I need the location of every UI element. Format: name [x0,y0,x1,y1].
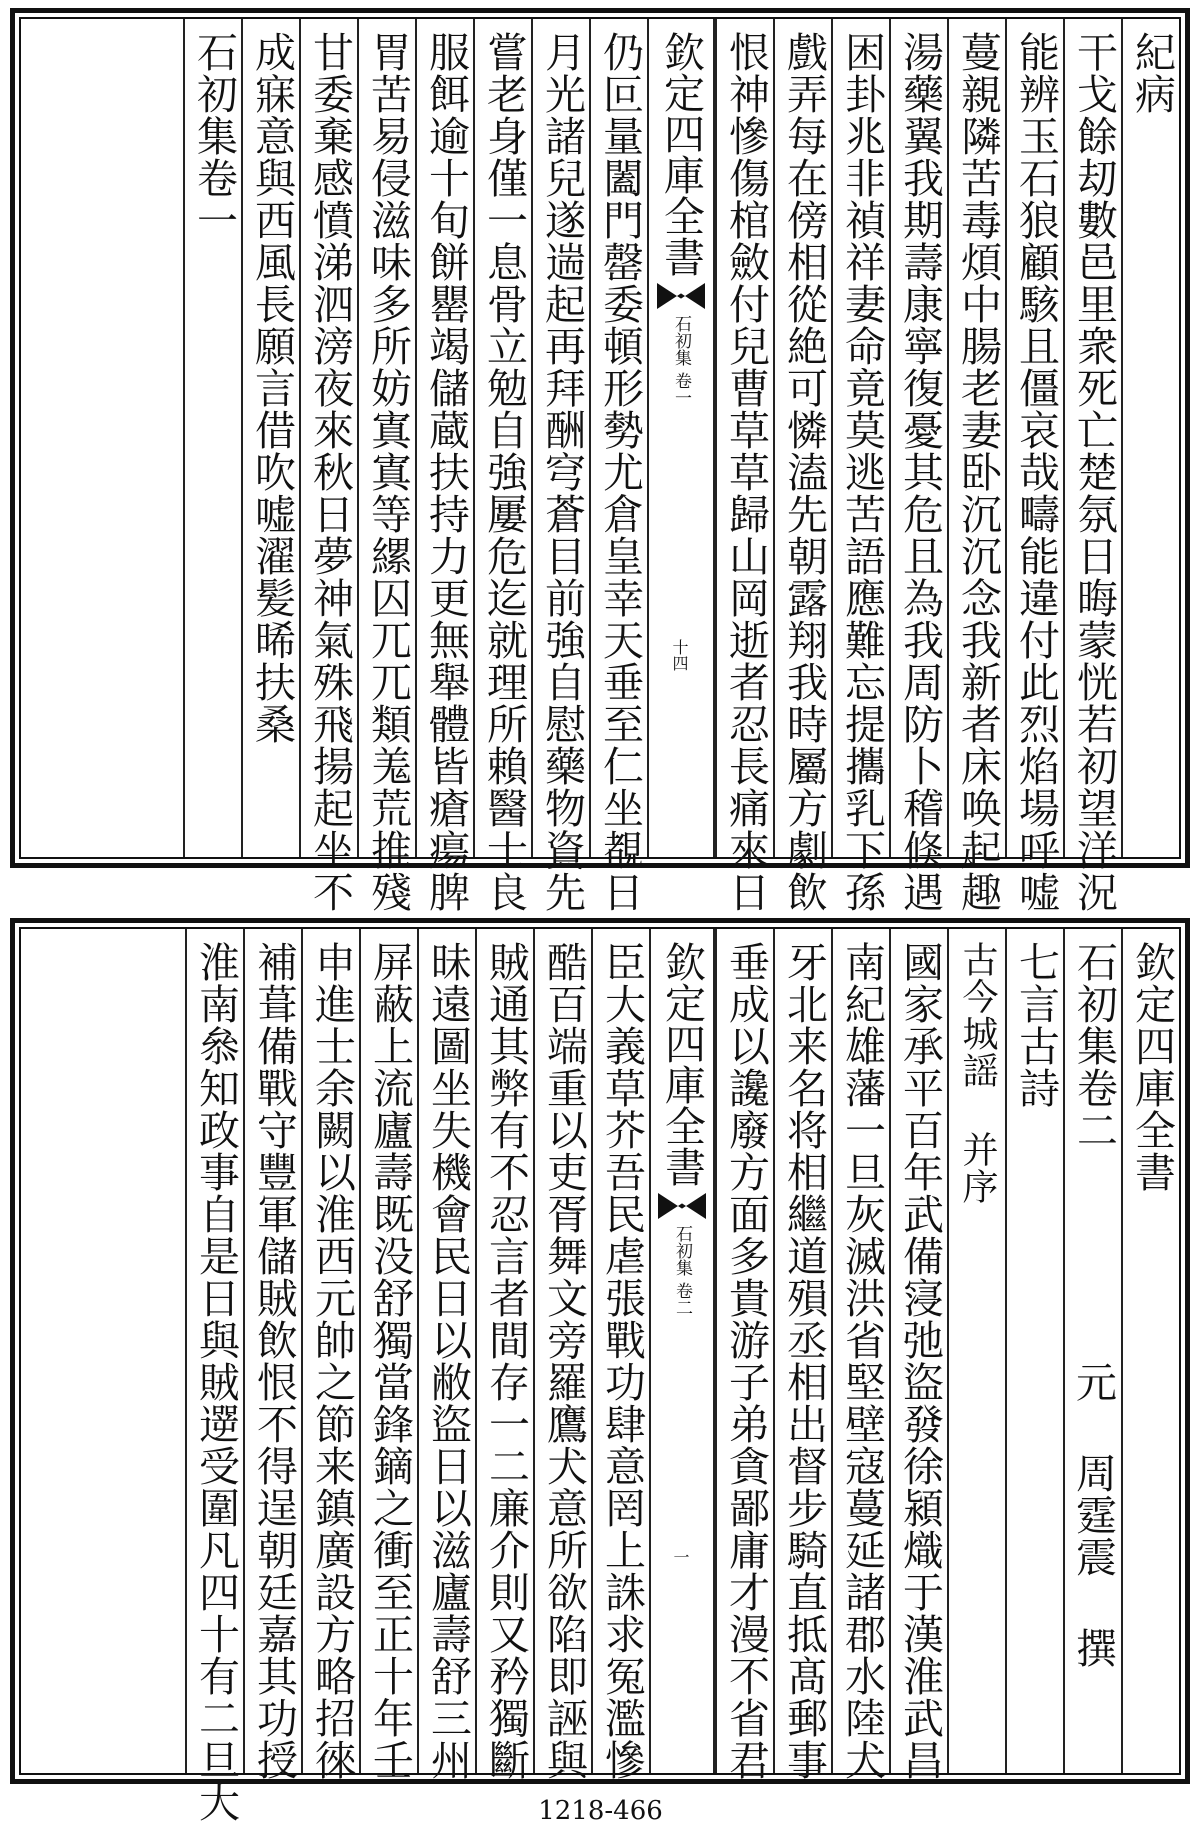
column-text: 干戈餘刧數邑里衆死亡楚氛日晦蒙恍若初望洋況 [1070,31,1118,913]
text-column [417,929,475,1781]
text-column [947,19,1005,913]
page-top-frame [19,17,1181,913]
text-column [589,19,647,913]
text-column [889,929,947,1781]
text-column [1063,929,1121,1773]
text-column [831,19,889,913]
text-column [243,929,301,1781]
text-column [1121,929,1179,1773]
column-text: 仍叵量闔門罄委頓形勢尤倉皇幸天垂至仁坐覩日 [596,31,644,913]
text-column [359,929,417,1781]
text-column [475,929,533,1781]
text-column [1121,19,1179,857]
center-collection-title: 欽定四庫全書 [658,941,706,1187]
column-text: 嘗老身僅一息骨立勉自強屢危迄就理所賴醫士良 [480,31,528,913]
column-text: 垂成以讒廢方面多貴游子弟貪鄙庸才漫不省君 [722,941,770,1781]
text-column [1063,19,1121,913]
column-text: 石初集卷二 [1070,941,1118,1151]
column-text: 能辨玉石狼顧駭且僵哀哉疇能違付此烈焰場呼嘘 [1012,31,1060,913]
column-text: 國家承平百年武備寖弛盜發徐潁熾于漢淮武昌 [896,941,944,1781]
text-column [415,19,473,913]
center-collection-title: 欽定四庫全書 [657,31,705,277]
column-text: 甘委棄感憤涕泗滂夜來秋日夢神氣殊飛揚起坐不 [306,31,354,913]
text-column [1005,929,1063,1773]
text-column [531,19,589,913]
text-column [889,19,947,913]
text-column [773,929,831,1781]
page-top [10,8,1190,913]
column-text: 恨神慘傷棺斂付兒曹草草歸山岡逝者忍長痛來日 [722,31,770,913]
column-text: 昧遠圖坐失機會民日以敝盜日以滋廬壽舒三州 [424,941,472,1781]
column-text: 牙北来名将相繼道殞丞相出督步騎直抵髙郵事 [780,941,828,1781]
column-text: 湯藥翼我期壽康寧復憂其危且為我周防卜稽倏遇 [896,31,944,913]
column-text: 淮南叅知政事自是日與賊遻受圍凡四十有二旦大 [192,941,240,1823]
text-column [773,19,831,913]
center-volume: 卷一 [671,372,691,406]
fishtail-mark-icon [658,1193,706,1219]
text-column [185,929,243,1823]
column-text: 臣大義草芥吾民虐張戰功肆意罔上誅求冤濫慘 [598,941,646,1781]
column-text: 胃苦易侵滋味多所妨寘寘等縲囚兀兀類羗荒推殘 [364,31,412,913]
author-line: 元 周霆震 撰 [1069,1361,1117,1669]
page-top-columns [21,19,1179,913]
column-text: 紀病 [1128,31,1176,115]
text-column [241,19,299,857]
center-margin-column [649,929,715,1773]
text-column [715,19,773,913]
column-text: 古今城謡 并序 [957,941,998,1205]
column-text: 補葺備戰守豐軍儲賊飲恨不得逞朝廷嘉其功授 [250,941,298,1781]
column-text: 七言古詩 [1012,941,1060,1109]
column-text: 屏蔽上流廬壽既没舒獨當鋒鏑之衝至正十年壬 [366,941,414,1781]
center-book-name: 石初集 [672,1225,692,1276]
column-text: 申進士余闕以淮西元帥之節来鎮廣設方略招徠 [308,941,356,1781]
column-text: 服餌逾十旬餅罌竭儲蔵扶持力更無舉體皆瘡瘍脾 [422,31,470,913]
center-volume: 卷二 [672,1282,692,1316]
text-column [357,19,415,913]
text-column [183,19,241,857]
text-column [715,929,773,1781]
column-text: 困卦兆非禎祥妻命竟莫逃苦語應難忘提攜乳下孫 [838,31,886,913]
center-margin-column [647,19,715,857]
text-column [299,19,357,913]
text-column [1005,19,1063,913]
column-text: 成寐意與西風長願言借吹嘘濯髪晞扶桑 [248,31,296,745]
column-text: 蔓親隣苦毒煩中腸老妻卧沉沉念我新者床唤起趣 [954,31,1002,913]
text-column [301,929,359,1781]
column-text: 戲弄每在傍相從絶可憐溘先朝露翔我時屬方劇飲 [780,31,828,913]
column-text: 石初集卷一 [190,31,238,241]
center-page-number: 一 [671,1549,690,1565]
column-text: 賊通其弊有不忍言者間存一二廉介則又矜獨斷 [482,941,530,1781]
center-book-name: 石初集 [671,315,691,366]
text-column [591,929,649,1781]
column-text: 南紀雄藩一旦灰滅洪省堅壁寇蔓延諸郡水陸犬 [838,941,886,1781]
center-page-number: 十四 [670,639,689,671]
fishtail-mark-icon [657,283,705,309]
column-text: 月光諸兒遂遄起再拜酬穹蒼目前強自慰藥物資先 [538,31,586,913]
column-text: 酷百端重以吏胥舞文旁羅鷹犬意所欲陷即誣與 [540,941,588,1781]
text-column [473,19,531,913]
text-column [947,929,1005,1773]
text-column [831,929,889,1781]
text-column [533,929,591,1781]
footer-page-number: 1218-466 [538,1796,663,1826]
column-text: 欽定四庫全書 [1128,941,1176,1193]
